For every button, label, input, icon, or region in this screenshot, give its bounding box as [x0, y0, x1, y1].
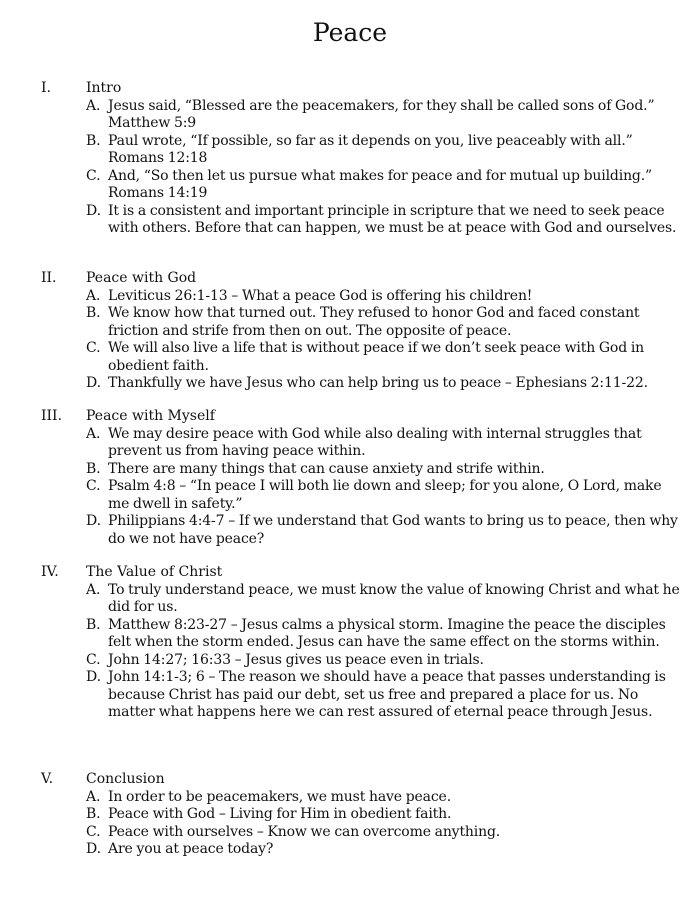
section-item-list [86, 789, 686, 859]
item-text: Paul wrote, “If possible, so far as it depends on you, live peaceably with all.” Romans 12:18 [108, 132, 633, 166]
item-text: And, “So then let us pursue what makes for peace and for mutual up building.” Romans 14:19 [108, 167, 653, 201]
section-heading: Peace with Myself [86, 408, 215, 424]
item-text: Philippians 4:4-7 – If we understand that God wants to bring us to peace, then why do we not have peace? [108, 513, 678, 547]
outline-item [86, 824, 686, 842]
item-text: Thankfully we have Jesus who can help bring us to peace – Ephesians 2:11-22. [108, 375, 648, 391]
outline-item [86, 806, 686, 824]
item-text: Are you at peace today? [108, 841, 274, 857]
outline-item [86, 513, 686, 548]
item-letter: D. [86, 202, 101, 219]
item-text: We know how that turned out. They refused to honor God and faced constant friction and strife from then on out. The opposite of peace. [108, 305, 640, 339]
item-letter: D. [86, 841, 101, 857]
item-letter: C. [86, 651, 101, 668]
section-numeral: III. [41, 408, 63, 424]
outline-item [86, 168, 686, 203]
item-letter: D. [86, 513, 101, 529]
outline-item [86, 133, 686, 168]
item-text: In order to be peacemakers, we must have peace. [108, 788, 451, 805]
item-text: Psalm 4:8 – “In peace I will both lie down and sleep; for you alone, O Lord, make me dwell in safety.” [108, 478, 662, 512]
item-text: It is a consistent and important principle in scripture that we need to seek peace with others. Before that can happen, we must be at peace with God and ourselves. [108, 202, 677, 236]
section-numeral: II. [41, 270, 57, 286]
section-heading: Peace with God [86, 270, 197, 286]
outline-item [86, 478, 686, 513]
item-letter: B. [86, 132, 101, 149]
item-text: Peace with ourselves – Know we can overcome anything. [108, 823, 501, 840]
outline-item [86, 461, 686, 479]
section-numeral: IV. [41, 564, 59, 580]
outline-item [86, 652, 686, 670]
item-letter: D. [86, 669, 101, 685]
section-heading: The Value of Christ [86, 564, 223, 580]
outline-item [86, 375, 686, 393]
item-letter: C. [86, 478, 101, 494]
outline-item [86, 98, 686, 133]
outline-item [86, 617, 686, 652]
outline-item [86, 841, 686, 859]
item-letter: C. [86, 167, 101, 184]
outline-item [86, 426, 686, 461]
item-text: Leviticus 26:1-13 – What a peace God is offering his children! [108, 287, 533, 304]
item-text: John 14:1-3; 6 – The reason we should have a peace that passes understanding is because Christ has paid our debt, set us free and prepared a place for us. No matter what happens here we can rest assured of eternal peace through Jesus. [108, 669, 666, 720]
item-text: We may desire peace with God while also dealing with internal struggles that prevent us from having peace within. [108, 425, 642, 459]
item-letter: B. [86, 806, 101, 822]
item-letter: A. [86, 287, 101, 304]
section-item-list [86, 98, 686, 238]
item-letter: C. [86, 340, 101, 356]
section-heading: Conclusion [86, 771, 165, 787]
item-letter: A. [86, 581, 101, 598]
section-heading: Intro [86, 80, 122, 96]
item-letter: A. [86, 425, 101, 442]
item-text: To truly understand peace, we must know the value of knowing Christ and what he did for us. [108, 581, 680, 615]
item-text: John 14:27; 16:33 – Jesus gives us peace even in trials. [108, 651, 484, 668]
section-numeral: V. [41, 771, 54, 787]
item-letter: B. [86, 460, 101, 477]
item-letter: A. [86, 788, 101, 805]
section-item-list [86, 426, 686, 549]
section-item-list [86, 288, 686, 393]
section-item-list [86, 582, 686, 722]
item-letter: C. [86, 823, 101, 840]
outline-item [86, 340, 686, 375]
outline-item [86, 789, 686, 807]
section-numeral: I. [41, 80, 51, 96]
item-text: We will also live a life that is without peace if we don’t seek peace with God in obedient faith. [108, 340, 645, 374]
item-letter: B. [86, 616, 101, 633]
outline-item [86, 582, 686, 617]
outline-item [86, 669, 686, 722]
item-text: Matthew 8:23-27 – Jesus calms a physical storm. Imagine the peace the disciples felt when the storm ended. Jesus can have the same effect on the storms within. [108, 616, 666, 650]
item-text: There are many things that can cause anxiety and strife within. [108, 460, 545, 477]
item-text: Peace with God – Living for Him in obedient faith. [108, 806, 452, 822]
item-letter: D. [86, 375, 101, 391]
page-title: Peace [312, 18, 388, 47]
item-letter: B. [86, 305, 101, 321]
item-letter: A. [86, 97, 101, 114]
outline-item [86, 203, 686, 238]
outline-item [86, 288, 686, 306]
item-text: Jesus said, “Blessed are the peacemakers, for they shall be called sons of God.” Matthew 5:9 [108, 97, 655, 131]
outline-item [86, 305, 686, 340]
